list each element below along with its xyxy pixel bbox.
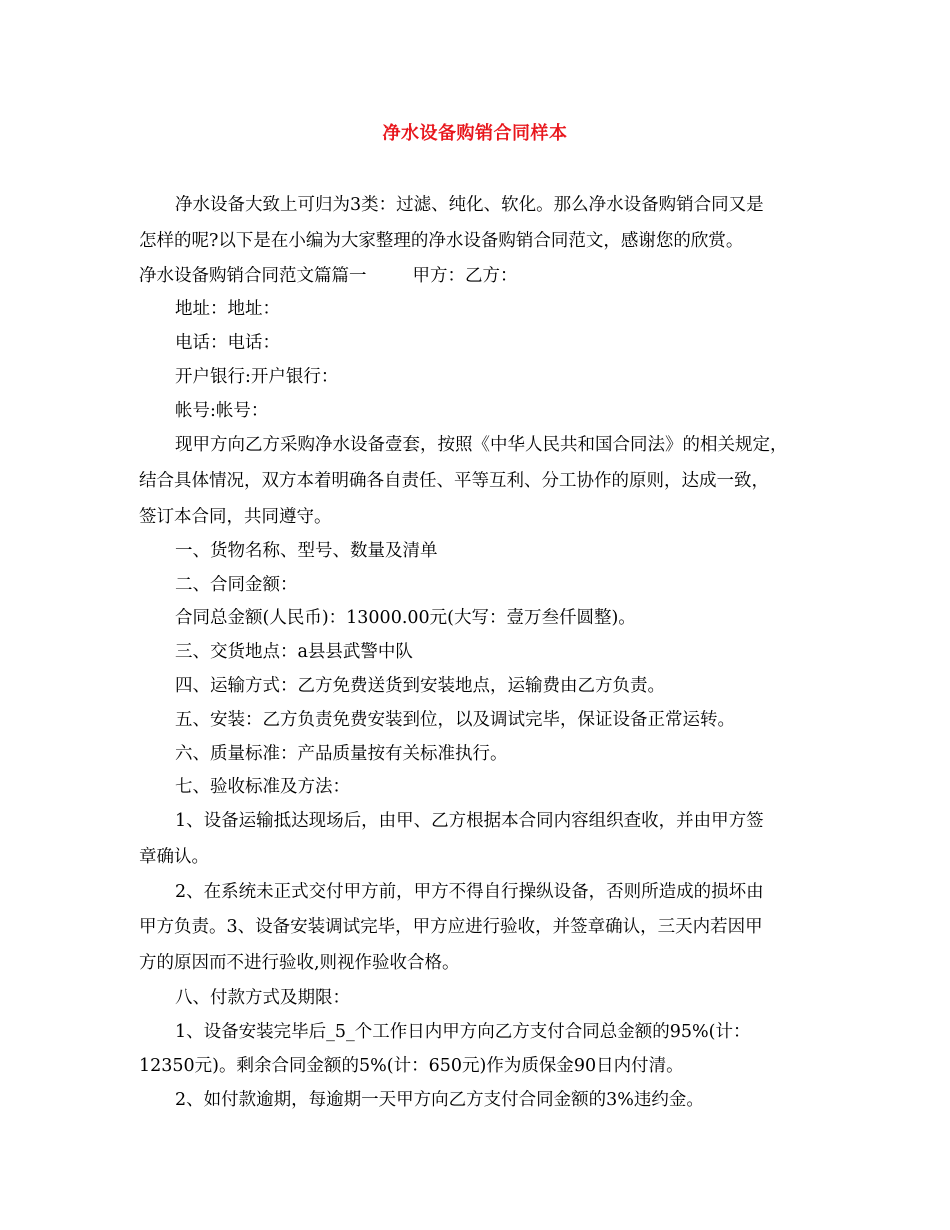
intro-line-1: 净水设备大致上可归为3类：过滤、纯化、软化。那么净水设备购销合同又是 (175, 195, 764, 215)
payment-item-1-line-2: 12350元)。剩余合同金额的5%(计：650元)作为质保金90日内付清。 (139, 1056, 684, 1076)
clause-2-heading: 二、合同金额： (175, 575, 298, 595)
bank-line: 开户银行:开户银行： (175, 367, 339, 387)
document-title: 净水设备购销合同样本 (382, 123, 568, 144)
section-heading: 净水设备购销合同范文篇篇一 (139, 266, 367, 286)
clause-7-heading: 七、验收标准及方法： (175, 777, 350, 797)
section-heading-line (139, 264, 518, 288)
preamble-line-1: 现甲方向乙方采购净水设备壹套，按照《中华人民共和国合同法》的相关规定， (175, 435, 788, 455)
clause-6-line: 六、质量标准：产品质量按有关标准执行。 (175, 744, 508, 764)
inspection-item-2-line-3: 方的原因而不进行验收,则视作验收合格。 (139, 953, 460, 973)
clause-5-line: 五、安装：乙方负责免费安装到位，以及调试完毕，保证设备正常运转。 (175, 710, 735, 730)
inspection-item-1-line-1: 1、设备运输抵达现场后，由甲、乙方根据本合同内容组织查收，并由甲方签 (175, 811, 764, 831)
preamble-line-2: 结合具体情况，双方本着明确各自责任、平等互利、分工协作的原则，达成一致， (139, 471, 769, 491)
intro-line-2: 怎样的呢?以下是在小编为大家整理的净水设备购销合同范文，感谢您的欣赏。 (139, 231, 744, 251)
clause-1-heading: 一、货物名称、型号、数量及清单 (175, 541, 438, 561)
payment-item-2-line: 2、如付款逾期，每逾期一天甲方向乙方支付合同金额的3%违约金。 (175, 1090, 704, 1110)
clause-3-line: 三、交货地点：a县县武警中队 (175, 642, 413, 662)
phone-line: 电话：电话： (175, 333, 280, 353)
inspection-item-2-line-1: 2、在系统未正式交付甲方前，甲方不得自行操纵设备，否则所造成的损坏由 (175, 882, 764, 902)
clause-8-heading: 八、付款方式及期限： (175, 988, 350, 1008)
account-line: 帐号:帐号： (175, 401, 269, 421)
preamble-line-3: 签订本合同，共同遵守。 (139, 507, 332, 527)
address-line: 地址：地址： (175, 299, 280, 319)
inspection-item-2-line-2: 甲方负责。3、设备安装调试完毕，甲方应进行验收，并签章确认，三天内若因甲 (139, 917, 763, 937)
inspection-item-1-line-2: 章确认。 (139, 847, 209, 867)
contract-amount-line: 合同总金额(人民币)：13000.00元(大写：壹万叁仟圆整)。 (175, 608, 636, 628)
party-labels: 甲方：乙方： (412, 266, 518, 286)
payment-item-1-line-1: 1、设备安装完毕后_5_个工作日内甲方向乙方支付合同总金额的95%(计： (175, 1022, 751, 1042)
clause-4-line: 四、运输方式：乙方免费送货到安装地点，运输费由乙方负责。 (175, 676, 665, 696)
